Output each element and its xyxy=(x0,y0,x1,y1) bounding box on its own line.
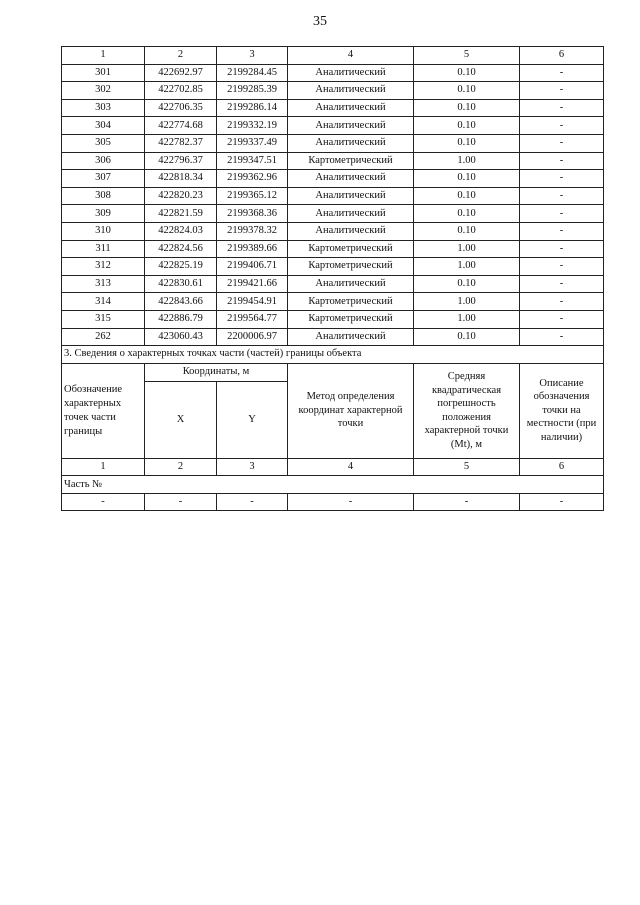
header-point-designation-line: Обозначение xyxy=(64,383,123,395)
empty-cell: - xyxy=(62,493,145,511)
point-number-cell: 311 xyxy=(62,240,145,258)
col-number-cell: 5 xyxy=(414,458,520,476)
point-number-cell: 313 xyxy=(62,275,145,293)
column-number-row xyxy=(62,47,604,65)
y-coordinate-cell: 2200006.97 xyxy=(217,328,288,346)
header-y: Y xyxy=(217,381,288,458)
x-coordinate-cell: 422886.79 xyxy=(145,310,217,328)
error-cell: 0.10 xyxy=(414,82,520,100)
header-method: Метод определения координат характерной точки xyxy=(288,363,414,458)
table-row xyxy=(62,258,604,276)
table-row xyxy=(62,134,604,152)
col-number-cell: 4 xyxy=(288,47,414,65)
error-cell: 0.10 xyxy=(414,275,520,293)
x-coordinate-cell: 422825.19 xyxy=(145,258,217,276)
x-coordinate-cell: 422824.56 xyxy=(145,240,217,258)
method-cell: Аналитический xyxy=(288,170,414,188)
empty-cell: - xyxy=(288,493,414,511)
table-row xyxy=(62,275,604,293)
description-cell: - xyxy=(520,187,604,205)
method-cell: Аналитический xyxy=(288,275,414,293)
description-cell: - xyxy=(520,170,604,188)
error-cell: 0.10 xyxy=(414,222,520,240)
y-coordinate-cell: 2199285.39 xyxy=(217,82,288,100)
x-coordinate-cell: 422830.61 xyxy=(145,275,217,293)
point-number-cell: 309 xyxy=(62,205,145,223)
error-cell: 0.10 xyxy=(414,99,520,117)
x-coordinate-cell: 422706.35 xyxy=(145,99,217,117)
description-cell: - xyxy=(520,275,604,293)
point-number-cell: 310 xyxy=(62,222,145,240)
description-cell: - xyxy=(520,258,604,276)
method-cell: Аналитический xyxy=(288,117,414,135)
x-coordinate-cell: 422782.37 xyxy=(145,134,217,152)
point-number-cell: 262 xyxy=(62,328,145,346)
x-coordinate-cell: 422824.03 xyxy=(145,222,217,240)
col-number-cell: 1 xyxy=(62,458,145,476)
table-row xyxy=(62,328,604,346)
empty-cell: - xyxy=(145,493,217,511)
table-row xyxy=(62,64,604,82)
table-row xyxy=(62,117,604,135)
x-coordinate-cell: 422821.59 xyxy=(145,205,217,223)
description-cell: - xyxy=(520,134,604,152)
col-number-cell: 6 xyxy=(520,458,604,476)
y-coordinate-cell: 2199378.32 xyxy=(217,222,288,240)
method-cell: Аналитический xyxy=(288,187,414,205)
point-number-cell: 305 xyxy=(62,134,145,152)
method-cell: Аналитический xyxy=(288,328,414,346)
y-coordinate-cell: 2199286.14 xyxy=(217,99,288,117)
point-number-cell: 304 xyxy=(62,117,145,135)
header-description: Описание обозначения точки на местности (при наличии) xyxy=(520,363,604,458)
method-cell: Картометрический xyxy=(288,240,414,258)
section-title: 3. Сведения о характерных точках части (частей) границы объекта xyxy=(62,346,604,364)
point-number-cell: 303 xyxy=(62,99,145,117)
y-coordinate-cell: 2199332.19 xyxy=(217,117,288,135)
table-row xyxy=(62,310,604,328)
error-cell: 0.10 xyxy=(414,117,520,135)
table-row xyxy=(62,240,604,258)
method-cell: Картометрический xyxy=(288,293,414,311)
col-number-cell: 5 xyxy=(414,47,520,65)
y-coordinate-cell: 2199368.36 xyxy=(217,205,288,223)
table-row xyxy=(62,82,604,100)
empty-cell: - xyxy=(520,493,604,511)
method-cell: Аналитический xyxy=(288,134,414,152)
x-coordinate-cell: 423060.43 xyxy=(145,328,217,346)
method-cell: Аналитический xyxy=(288,205,414,223)
header-x: X xyxy=(145,381,217,458)
y-coordinate-cell: 2199454.91 xyxy=(217,293,288,311)
x-coordinate-cell: 422818.34 xyxy=(145,170,217,188)
x-coordinate-cell: 422702.85 xyxy=(145,82,217,100)
y-coordinate-cell: 2199284.45 xyxy=(217,64,288,82)
part-row xyxy=(62,476,604,494)
table-row xyxy=(62,170,604,188)
error-cell: 0.10 xyxy=(414,187,520,205)
error-cell: 1.00 xyxy=(414,258,520,276)
method-cell: Картометрический xyxy=(288,310,414,328)
description-cell: - xyxy=(520,310,604,328)
error-cell: 1.00 xyxy=(414,310,520,328)
y-coordinate-cell: 2199362.96 xyxy=(217,170,288,188)
method-cell: Аналитический xyxy=(288,64,414,82)
col-number-cell: 1 xyxy=(62,47,145,65)
method-cell: Аналитический xyxy=(288,82,414,100)
table-row xyxy=(62,187,604,205)
description-cell: - xyxy=(520,328,604,346)
table-row xyxy=(62,99,604,117)
point-number-cell: 315 xyxy=(62,310,145,328)
point-number-cell: 314 xyxy=(62,293,145,311)
method-cell: Картометрический xyxy=(288,152,414,170)
description-cell: - xyxy=(520,82,604,100)
header-point-designation xyxy=(62,363,145,458)
header-point-designation-line: границы xyxy=(64,425,103,437)
header-point-designation-line: точек части xyxy=(64,411,116,423)
y-coordinate-cell: 2199337.49 xyxy=(217,134,288,152)
point-number-cell: 302 xyxy=(62,82,145,100)
col-number-cell: 3 xyxy=(217,458,288,476)
point-number-cell: 307 xyxy=(62,170,145,188)
description-cell: - xyxy=(520,64,604,82)
part-label: Часть № xyxy=(62,476,604,494)
x-coordinate-cell: 422820.23 xyxy=(145,187,217,205)
method-cell: Аналитический xyxy=(288,99,414,117)
header-row xyxy=(62,363,604,381)
y-coordinate-cell: 2199421.66 xyxy=(217,275,288,293)
error-cell: 0.10 xyxy=(414,328,520,346)
point-number-cell: 308 xyxy=(62,187,145,205)
error-cell: 1.00 xyxy=(414,152,520,170)
col-number-cell: 2 xyxy=(145,47,217,65)
column-number-row-2 xyxy=(62,458,604,476)
description-cell: - xyxy=(520,240,604,258)
table-row xyxy=(62,222,604,240)
header-point-designation-line: характерных xyxy=(64,397,122,409)
description-cell: - xyxy=(520,205,604,223)
y-coordinate-cell: 2199406.71 xyxy=(217,258,288,276)
description-cell: - xyxy=(520,117,604,135)
point-number-cell: 301 xyxy=(62,64,145,82)
method-cell: Аналитический xyxy=(288,222,414,240)
section-title-row xyxy=(62,346,604,364)
x-coordinate-cell: 422796.37 xyxy=(145,152,217,170)
error-cell: 0.10 xyxy=(414,205,520,223)
table-row xyxy=(62,152,604,170)
description-cell: - xyxy=(520,293,604,311)
error-cell: 0.10 xyxy=(414,64,520,82)
point-number-cell: 306 xyxy=(62,152,145,170)
y-coordinate-cell: 2199365.12 xyxy=(217,187,288,205)
table-row xyxy=(62,293,604,311)
error-cell: 1.00 xyxy=(414,293,520,311)
table-row xyxy=(62,205,604,223)
error-cell: 0.10 xyxy=(414,134,520,152)
col-number-cell: 4 xyxy=(288,458,414,476)
x-coordinate-cell: 422774.68 xyxy=(145,117,217,135)
method-cell: Картометрический xyxy=(288,258,414,276)
col-number-cell: 2 xyxy=(145,458,217,476)
header-error: Средняя квадратическая погрешность положения характерной точки (Mt), м xyxy=(414,363,520,458)
error-cell: 1.00 xyxy=(414,240,520,258)
page-number: 35 xyxy=(313,14,327,29)
y-coordinate-cell: 2199389.66 xyxy=(217,240,288,258)
empty-row xyxy=(62,493,604,511)
y-coordinate-cell: 2199347.51 xyxy=(217,152,288,170)
y-coordinate-cell: 2199564.77 xyxy=(217,310,288,328)
empty-cell: - xyxy=(217,493,288,511)
col-number-cell: 3 xyxy=(217,47,288,65)
x-coordinate-cell: 422843.66 xyxy=(145,293,217,311)
header-coordinates: Координаты, м xyxy=(145,363,288,381)
description-cell: - xyxy=(520,99,604,117)
col-number-cell: 6 xyxy=(520,47,604,65)
error-cell: 0.10 xyxy=(414,170,520,188)
empty-cell: - xyxy=(414,493,520,511)
description-cell: - xyxy=(520,222,604,240)
point-number-cell: 312 xyxy=(62,258,145,276)
coordinates-table xyxy=(61,46,604,511)
x-coordinate-cell: 422692.97 xyxy=(145,64,217,82)
description-cell: - xyxy=(520,152,604,170)
